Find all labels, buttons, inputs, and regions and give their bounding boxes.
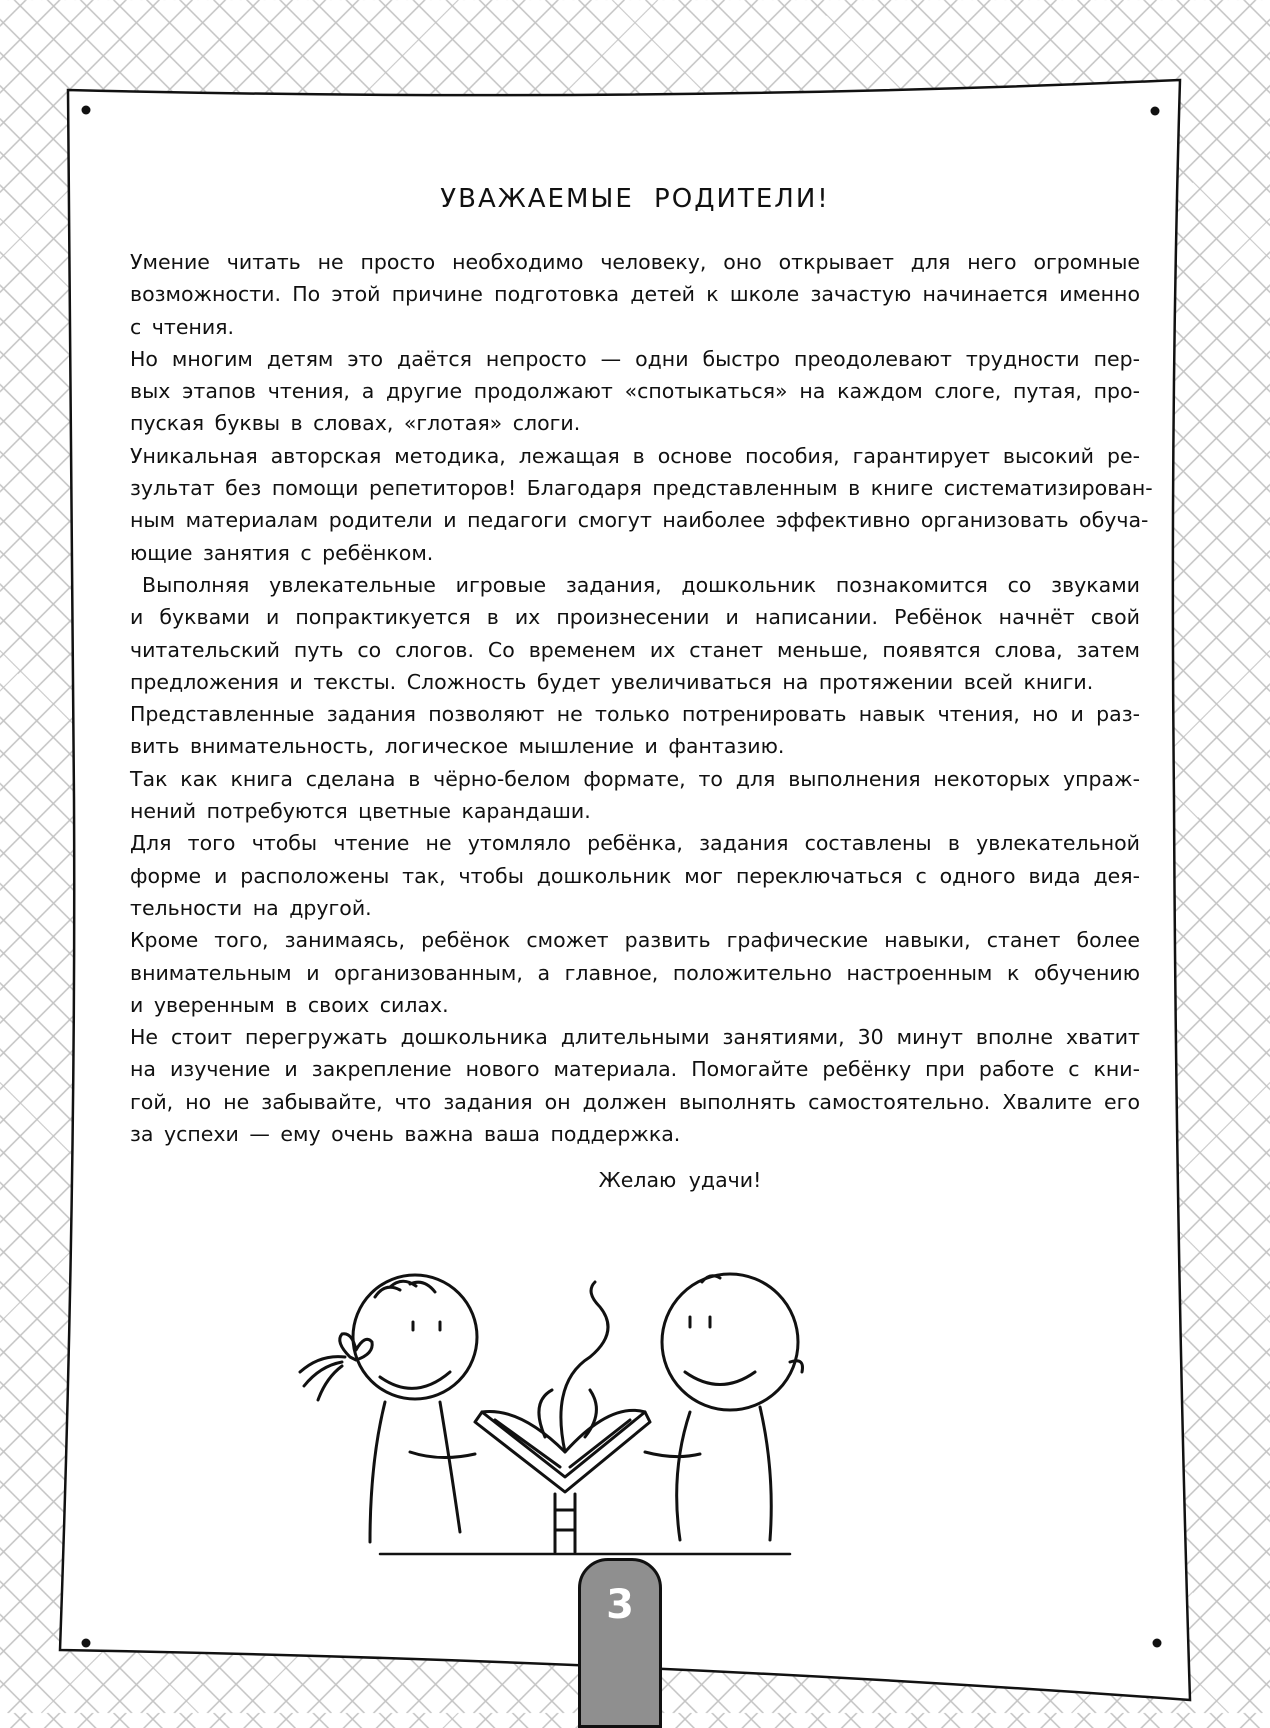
- text-line: Представленные задания позволяют не только потренировать навык чтения, но и раз-: [130, 702, 1140, 727]
- text-line: и буквами и попрактикуется в их произнесении и написании. Ребёнок начнёт свой: [130, 605, 1140, 630]
- text-line: Для того чтобы чтение не утомляло ребёнка, задания составлены в увлекательной: [130, 831, 1140, 856]
- pin-top-left: [82, 106, 91, 115]
- text-line: Не стоит перегружать дошкольника длительными занятиями, 30 минут вполне хватит: [130, 1025, 1140, 1050]
- paragraph: [130, 440, 1153, 569]
- letter-body: [130, 246, 1153, 1150]
- text-line: Уникальная авторская методика, лежащая в основе пособия, гарантирует высокий ре-: [130, 443, 1140, 468]
- text-line: пуская буквы в словах, «глотая» слоги.: [130, 411, 581, 436]
- paragraph: [130, 698, 1140, 763]
- text-line: Кроме того, занимаясь, ребёнок сможет развить графические навыки, станет более: [130, 928, 1140, 953]
- text-line: ющие занятия с ребёнком.: [130, 540, 434, 565]
- paragraph: [130, 827, 1140, 924]
- text-line: нений потребуются цветные карандаши.: [130, 799, 591, 824]
- text-line: на изучение и закрепление нового материала. Помогайте ребёнку при работе с кни-: [130, 1057, 1140, 1082]
- text-line: гой, но не забывайте, что задания он должен выполнять самостоятельно. Хвалите его: [130, 1089, 1140, 1114]
- text-line: Умение читать не просто необходимо человеку, оно открывает для него огромные: [130, 250, 1140, 274]
- text-line: вить внимательность, логическое мышление и фантазию.: [130, 734, 785, 759]
- text-line: возможности. По этой причине подготовка детей к школе зачастую начинается именно: [130, 282, 1140, 307]
- pin-bottom-right: [1153, 1639, 1162, 1648]
- page-number: 3: [606, 1582, 634, 1628]
- paragraph: [130, 569, 1140, 698]
- text-line: форме и расположены так, чтобы дошкольник мог переключаться с одного вида дея-: [130, 863, 1140, 888]
- text-line: внимательным и организованным, а главное, положительно настроенным к обучению: [130, 960, 1140, 985]
- paragraph: [130, 343, 1140, 440]
- text-line: Выполняя увлекательные игровые задания, дошкольник познакомится со звуками: [142, 572, 1140, 597]
- text-line: Но многим детям это даётся непросто — одни быстро преодолевают трудности пер-: [130, 346, 1140, 371]
- text-line: за успехи — ему очень важна ваша поддержка.: [130, 1122, 681, 1147]
- text-line: и уверенным в своих силах.: [130, 992, 449, 1017]
- paragraph: [130, 763, 1140, 828]
- paragraph: [130, 924, 1140, 1021]
- pin-top-right: [1151, 107, 1160, 116]
- text-line: зультат без помощи репетиторов! Благодаря представленным в книге систематизирован-: [130, 476, 1153, 501]
- signoff: Желаю удачи!: [598, 1168, 762, 1193]
- letter-content: [130, 184, 1153, 1193]
- paragraph: [130, 246, 1140, 343]
- pin-bottom-left: [82, 1639, 91, 1648]
- text-line: Так как книга сделана в чёрно-белом формате, то для выполнения некоторых упраж-: [130, 766, 1140, 791]
- text-line: вых этапов чтения, а другие продолжают «спотыкаться» на каждом слоге, путая, про-: [130, 379, 1140, 404]
- kids-reading-illustration: [290, 1262, 850, 1562]
- paragraph: [130, 1021, 1140, 1150]
- text-line: тельности на другой.: [130, 895, 372, 920]
- text-line: с чтения.: [130, 314, 235, 339]
- text-line: ным материалам родители и педагоги смогут наиболее эффективно организовать обуча-: [130, 508, 1149, 533]
- text-line: предложения и тексты. Сложность будет увеличиваться на протяжении всей книги.: [130, 669, 1094, 694]
- text-line: читательский путь со слогов. Со временем их станет меньше, появятся слова, затем: [130, 637, 1140, 662]
- page-title: УВАЖАЕМЫЕ РОДИТЕЛИ!: [440, 184, 830, 214]
